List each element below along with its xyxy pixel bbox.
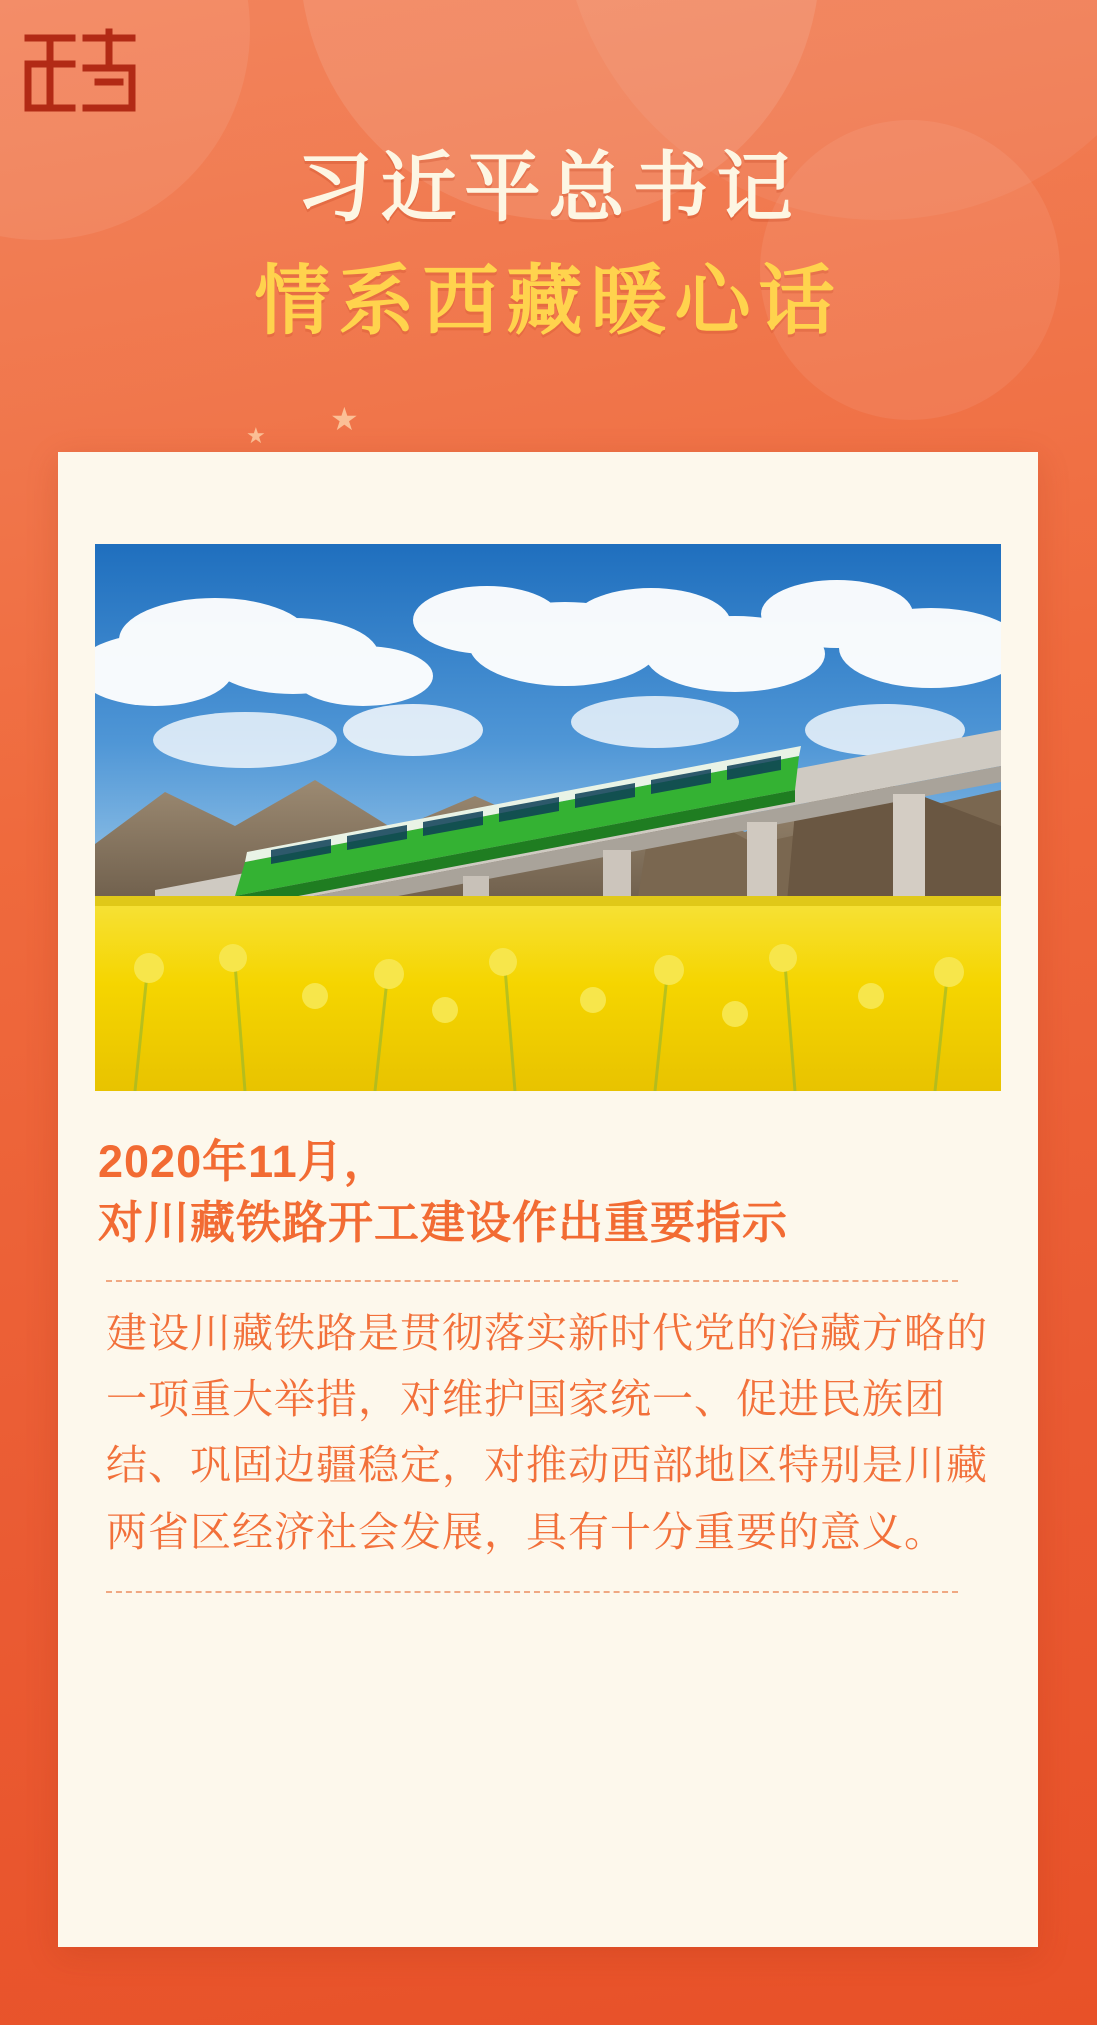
quote-title: 对川藏铁路开工建设作出重要指示 [98, 1196, 789, 1248]
star-icon: ★ [330, 401, 359, 437]
quote-date: 2020年11月， [98, 1136, 390, 1187]
quote-body: 建设川藏铁路是贯彻落实新时代党的治藏方略的一项重大举措，对维护国家统一、促进民族团结、巩固边疆稳定，对推动西部地区特别是川藏两省区经济社会发展，具有十分重要的意义。 [106, 1309, 988, 1555]
headline-line-2: 情系西藏暖心话 [254, 259, 843, 345]
star-icon: ★ [246, 423, 266, 448]
divider-top [106, 1280, 958, 1282]
divider-bottom [106, 1591, 958, 1593]
headline-line-1: 习近平总书记 [296, 146, 801, 231]
photo-railway-illustration [95, 544, 1001, 1091]
content-card [58, 452, 1038, 1947]
quote-block [98, 1132, 998, 1593]
brand-seal-logo-icon [20, 24, 140, 124]
page-title [0, 140, 1097, 351]
